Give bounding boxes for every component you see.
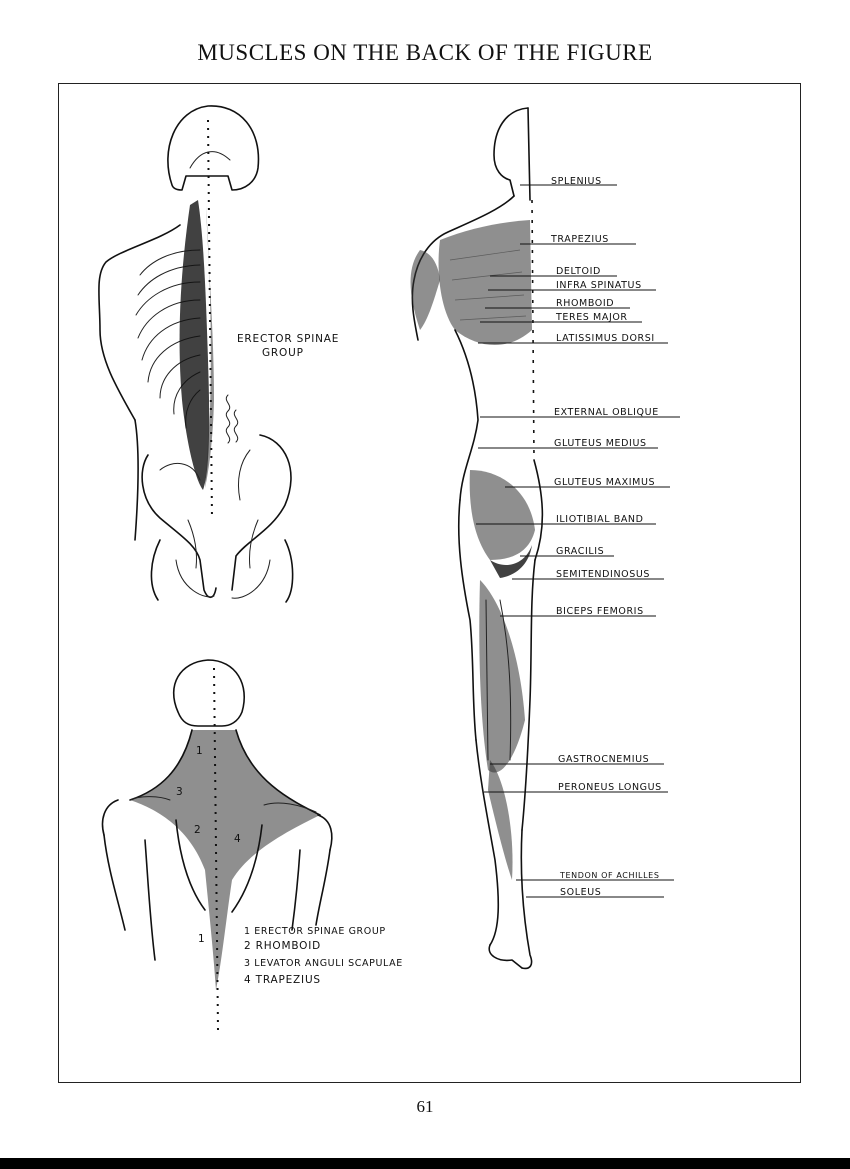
label-tendon-of-achilles: TENDON OF ACHILLES — [560, 871, 660, 880]
marker-4: 4 — [234, 833, 242, 845]
label-infra-spinatus: INFRA SPINATUS — [556, 280, 642, 291]
label-external-oblique: EXTERNAL OBLIQUE — [554, 407, 659, 418]
legend-item-3: 3 LEVATOR ANGULI SCAPULAE — [244, 958, 403, 969]
label-erector-spinae-line2: GROUP — [262, 347, 304, 359]
marker-1-top: 1 — [196, 745, 204, 757]
label-erector-spinae-line1: ERECTOR SPINAE — [237, 333, 340, 345]
shoulder-legend — [244, 926, 403, 986]
label-rhomboid: RHOMBOID — [556, 298, 615, 309]
standing-figure — [411, 108, 680, 968]
label-trapezius: TRAPEZIUS — [551, 234, 609, 245]
scan-edge-bar — [0, 1158, 850, 1169]
label-gastrocnemius: GASTROCNEMIUS — [558, 754, 650, 765]
spine-figure — [99, 106, 339, 602]
label-iliotibial-band: ILIOTIBIAL BAND — [556, 514, 644, 525]
page-number: 61 — [416, 1097, 434, 1116]
label-deltoid: DELTOID — [556, 266, 601, 277]
marker-1-bottom: 1 — [198, 933, 206, 945]
legend-item-4: 4 TRAPEZIUS — [244, 974, 321, 986]
marker-3: 3 — [176, 786, 184, 798]
legend-item-1: 1 ERECTOR SPINAE GROUP — [244, 926, 386, 937]
label-peroneus-longus: PERONEUS LONGUS — [558, 782, 662, 793]
label-gluteus-maximus: GLUTEUS MAXIMUS — [554, 477, 656, 488]
label-splenius: SPLENIUS — [551, 176, 602, 187]
legend-item-2: 2 RHOMBOID — [244, 940, 321, 952]
label-gracilis: GRACILIS — [556, 546, 605, 557]
marker-2: 2 — [194, 824, 202, 836]
label-gluteus-medius: GLUTEUS MEDIUS — [554, 438, 647, 449]
label-latissimus-dorsi: LATISSIMUS DORSI — [556, 333, 655, 344]
label-teres-major: TERES MAJOR — [556, 312, 628, 323]
page-title: MUSCLES ON THE BACK OF THE FIGURE — [197, 40, 653, 65]
label-soleus: SOLEUS — [560, 887, 602, 898]
label-semitendinosus: SEMITENDINOSUS — [556, 569, 651, 580]
label-biceps-femoris: BICEPS FEMORIS — [556, 606, 644, 617]
shoulder-figure — [103, 660, 403, 1030]
